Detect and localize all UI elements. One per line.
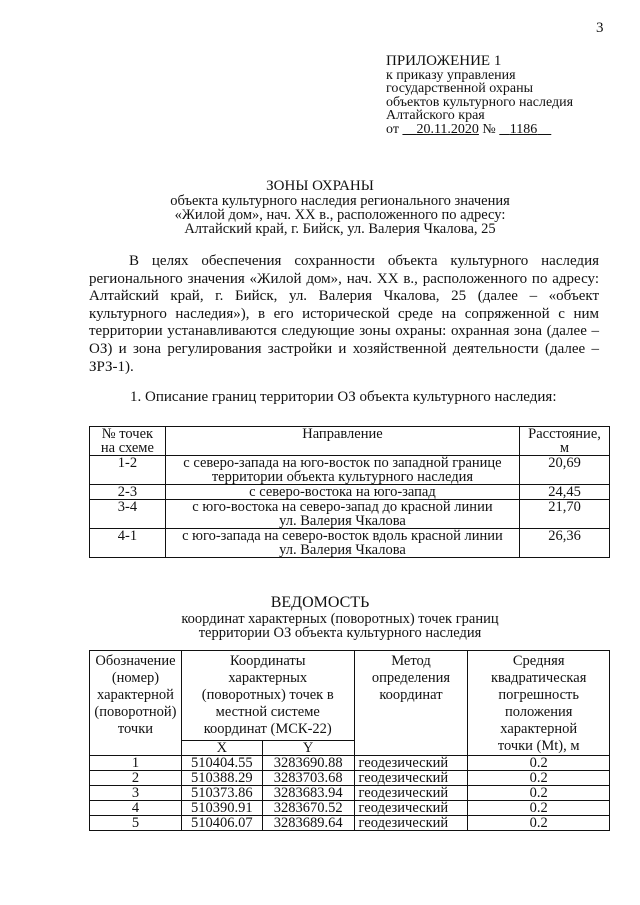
header-designation: Обозначение (номер) характерной (поворотной) точки [90, 651, 182, 756]
number-prefix: № [482, 121, 496, 137]
table-row [90, 485, 610, 500]
y-cell: 3283703.68 [262, 771, 354, 786]
point-cell: 2-3 [90, 485, 166, 500]
coordinates-table [89, 650, 610, 831]
table-row [90, 801, 610, 816]
x-cell: 510373.86 [181, 786, 262, 801]
point-number: 4 [90, 801, 182, 816]
header-x: X [181, 740, 262, 755]
point-cell: 1-2 [90, 456, 166, 485]
direction-cell: с юго-востока на северо-запад до красной линии ул. Валерия Чкалова [165, 500, 519, 529]
direction-cell: с северо-востока на юго-запад [165, 485, 519, 500]
intro-paragraph: В целях обеспечения сохранности объекта культурного наследия регионального значения «Жилой дом», нач. XX в., расположенного по адресу: Алтайский край, г. Бийск, ул. Валерия Чкалова, 25 (далее – «объект культурного наследия»), в его исторической среде на сопряженной с ним территории устанавливаются следующие зоны охраны: охранная зона (далее – ОЗ) и зона регулирования застройки и хозяйственной деятельности (далее – ЗРЗ-1). [89, 253, 599, 375]
error-cell: 0.2 [468, 771, 610, 786]
appendix-line: государственной охраны [386, 81, 534, 96]
date-prefix: от [386, 121, 399, 137]
appendix-title: ПРИЛОЖЕНИЕ 1 [386, 53, 502, 69]
error-cell: 0.2 [468, 786, 610, 801]
header-coordinates: Координаты характерных (поворотных) точек в местной системе координат (МСК-22) [181, 651, 354, 741]
boundary-table [89, 426, 610, 558]
table-row [90, 771, 610, 786]
table-row [90, 816, 610, 831]
order-number: 1186 [509, 121, 538, 137]
y-cell: 3283683.94 [262, 786, 354, 801]
y-cell: 3283689.64 [262, 816, 354, 831]
appendix-line: к приказу управления [386, 67, 516, 83]
order-date-line [386, 123, 573, 137]
zones-title: ЗОНЫ ОХРАНЫ [266, 178, 374, 194]
order-date: 20.11.2020 [416, 121, 479, 137]
section-heading: 1. Описание границ территории ОЗ объекта культурного наследия: [130, 389, 557, 405]
header-distance: Расстояние, м [520, 427, 610, 456]
table-row [90, 786, 610, 801]
x-cell: 510404.55 [181, 756, 262, 771]
appendix-block [386, 55, 573, 136]
table-row [90, 456, 610, 485]
x-cell: 510406.07 [181, 816, 262, 831]
distance-cell: 24,45 [520, 485, 610, 500]
point-cell: 3-4 [90, 500, 166, 529]
error-cell: 0.2 [468, 816, 610, 831]
method-cell: геодезический [354, 816, 468, 831]
statement-subtitle: координат характерных (поворотных) точек границ территории ОЗ объекта культурного наследия [181, 611, 499, 641]
direction-cell: с юго-запада на северо-восток вдоль красной линии ул. Валерия Чкалова [165, 529, 519, 558]
appendix-line: объектов культурного наследия [386, 94, 574, 110]
distance-cell: 21,70 [520, 500, 610, 529]
method-cell: геодезический [354, 756, 468, 771]
header-method: Метод определения координат [354, 651, 468, 756]
point-number: 5 [90, 816, 182, 831]
distance-cell: 20,69 [520, 456, 610, 485]
header-direction: Направление [165, 427, 519, 456]
point-number: 3 [90, 786, 182, 801]
point-cell: 4-1 [90, 529, 166, 558]
error-cell: 0.2 [468, 801, 610, 816]
point-number: 2 [90, 771, 182, 786]
direction-cell: с северо-запада на юго-восток по западной границе территории объекта культурного наследия [165, 456, 519, 485]
table-header-row [90, 427, 610, 456]
header-point: № точек на схеме [90, 427, 166, 456]
statement-title: ВЕДОМОСТЬ [270, 594, 370, 611]
appendix-line: Алтайского края [386, 108, 485, 123]
method-cell: геодезический [354, 801, 468, 816]
table-row [90, 529, 610, 558]
x-cell: 510390.91 [181, 801, 262, 816]
table-row [90, 756, 610, 771]
x-cell: 510388.29 [181, 771, 262, 786]
distance-cell: 26,36 [520, 529, 610, 558]
table-row [90, 500, 610, 529]
page-number: 3 [596, 20, 604, 36]
table-header-row [90, 651, 610, 741]
method-cell: геодезический [354, 771, 468, 786]
point-number: 1 [90, 756, 182, 771]
y-cell: 3283690.88 [262, 756, 354, 771]
y-cell: 3283670.52 [262, 801, 354, 816]
zones-subtitle: объекта культурного наследия регионального значения «Жилой дом», нач. XX в., расположенного по адресу: Алтайский край, г. Бийск, ул. Валерия Чкалова, 25 [170, 193, 510, 237]
method-cell: геодезический [354, 786, 468, 801]
error-cell: 0.2 [468, 756, 610, 771]
header-error: Средняя квадратическая погрешность положения характерной точки (Mt), м [468, 651, 610, 756]
header-y: Y [262, 740, 354, 755]
